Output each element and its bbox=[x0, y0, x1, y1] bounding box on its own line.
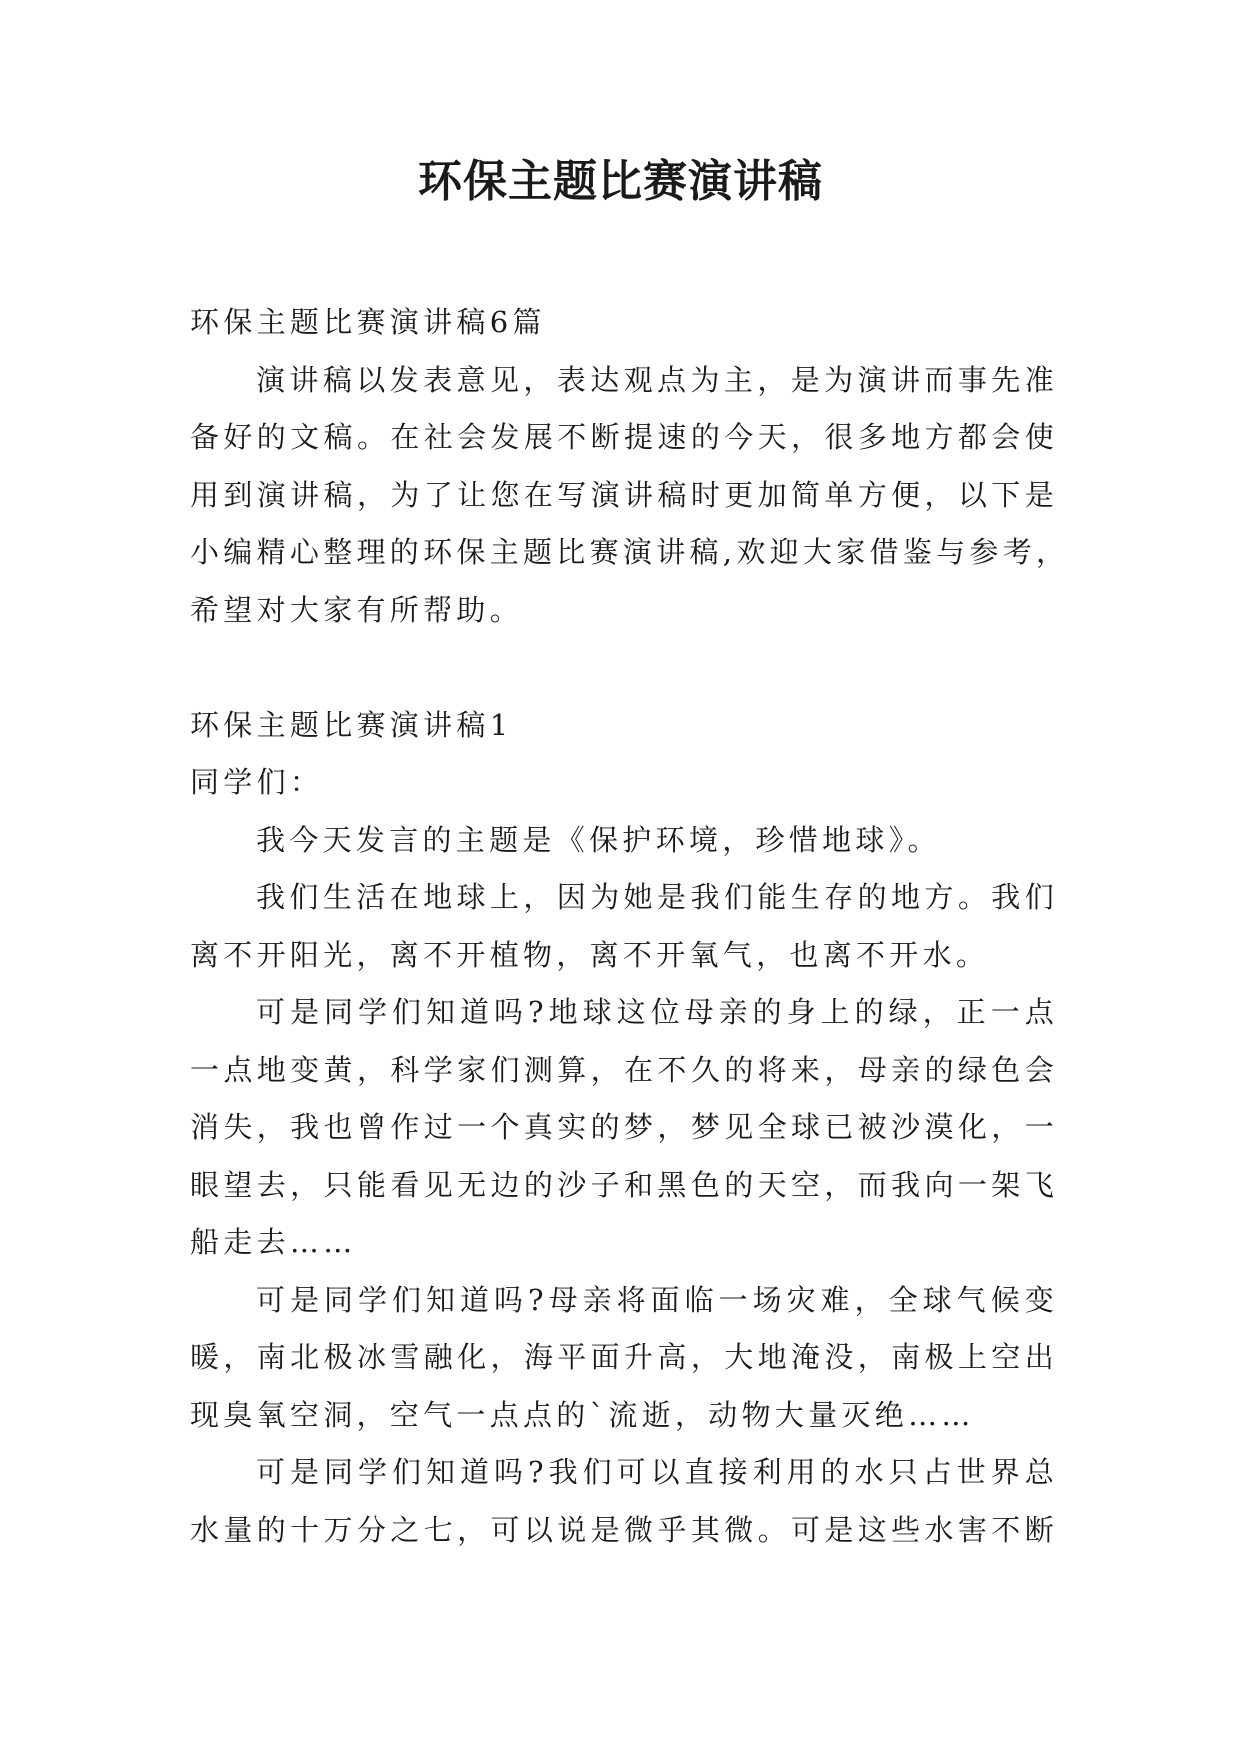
paragraph-line: 可是同学们知道吗?母亲将面临一场灾难，全球气候变 bbox=[256, 1282, 1058, 1317]
paragraph-line: 船走去…… bbox=[190, 1225, 357, 1259]
greeting: 同学们： bbox=[190, 765, 324, 799]
paragraph-line: 我们生活在地球上，因为她是我们能生存的地方。我们 bbox=[256, 880, 1058, 914]
paragraph-line: 消失，我也曾作过一个真实的梦，梦见全球已被沙漠化，一 bbox=[190, 1110, 1058, 1144]
paragraph-4 bbox=[190, 1272, 1058, 1445]
paragraph-line: 一点地变黄，科学家们测算，在不久的将来，母亲的绿色会 bbox=[190, 1052, 1058, 1087]
document-title: 环保主题比赛演讲稿 bbox=[418, 156, 823, 207]
document-subtitle: 环保主题比赛演讲稿6篇 bbox=[190, 305, 546, 339]
paragraph-line: 小编精心整理的环保主题比赛演讲稿,欢迎大家借鉴与参考， bbox=[190, 535, 1070, 569]
paragraph-line: 现臭氧空洞，空气一点点的`流逝，动物大量灭绝…… bbox=[190, 1397, 975, 1432]
paragraph-line: 眼望去，只能看见无边的沙子和黑色的天空，而我向一架飞 bbox=[190, 1167, 1058, 1202]
paragraph-3 bbox=[190, 984, 1058, 1272]
paragraph-line: 备好的文稿。在社会发展不断提速的今天，很多地方都会使 bbox=[190, 420, 1058, 454]
paragraph-line: 用到演讲稿，为了让您在写演讲稿时更加简单方便，以下是 bbox=[190, 477, 1058, 512]
paragraph-line: 我今天发言的主题是《保护环境，珍惜地球》。 bbox=[256, 822, 941, 857]
paragraph-line: 离不开阳光，离不开植物，离不开氧气，也离不开水。 bbox=[190, 937, 990, 972]
paragraph-2 bbox=[190, 869, 1058, 984]
paragraph-line: 演讲稿以发表意见，表达观点为主，是为演讲而事先准 bbox=[256, 362, 1058, 397]
paragraph-5 bbox=[190, 1444, 1058, 1559]
paragraph-line: 水量的十万分之七，可以说是微乎其微。可是这些水害不断 bbox=[190, 1512, 1058, 1547]
section-heading: 环保主题比赛演讲稿1 bbox=[190, 707, 513, 742]
section-spacer bbox=[190, 639, 1058, 697]
paragraph-line: 可是同学们知道吗?地球这位母亲的身上的绿，正一点 bbox=[256, 995, 1058, 1029]
paragraph-line: 可是同学们知道吗?我们可以直接利用的水只占世界总 bbox=[256, 1455, 1058, 1489]
paragraph-line: 希望对大家有所帮助。 bbox=[190, 592, 524, 627]
paragraph-line: 暖，南北极冰雪融化，海平面升高，大地淹没，南极上空出 bbox=[190, 1340, 1058, 1374]
document-body bbox=[190, 294, 1070, 1559]
paragraph-1 bbox=[190, 812, 1058, 870]
intro-paragraph bbox=[190, 352, 1070, 640]
